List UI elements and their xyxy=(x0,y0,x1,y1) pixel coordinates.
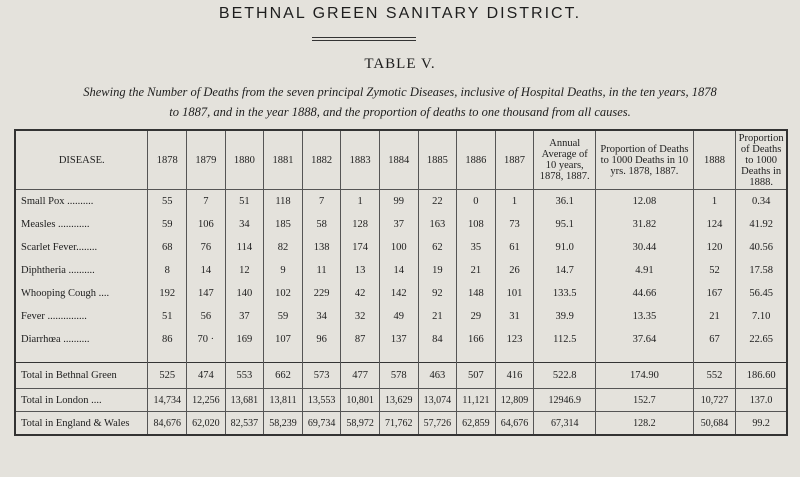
table-cell: 166 xyxy=(457,328,496,351)
table-cell: 58,972 xyxy=(341,412,380,436)
spacer-cell xyxy=(225,351,264,363)
table-cell: 185 xyxy=(264,213,303,236)
column-header: 1883 xyxy=(341,130,380,190)
table-cell: 186.60 xyxy=(736,363,787,389)
table-cell: 51 xyxy=(225,190,264,214)
total-row xyxy=(15,389,787,412)
table-cell: 128 xyxy=(341,213,380,236)
table-cell: 31.82 xyxy=(596,213,693,236)
table-cell: 35 xyxy=(457,236,496,259)
table-cell: 84 xyxy=(418,328,457,351)
table-cell: 106 xyxy=(187,213,226,236)
district-title: BETHNAL GREEN SANITARY DISTRICT. xyxy=(218,5,582,22)
table-cell: 39.9 xyxy=(534,305,596,328)
table-cell: 14 xyxy=(379,259,418,282)
table-caption xyxy=(12,82,788,122)
spacer-cell xyxy=(693,351,736,363)
table-cell: 573 xyxy=(302,363,341,389)
table-cell: 174 xyxy=(341,236,380,259)
table-cell: 64,676 xyxy=(495,412,534,436)
table-cell: 100 xyxy=(379,236,418,259)
row-label: Diarrhœa .......... xyxy=(15,328,148,351)
table-cell: 1 xyxy=(495,190,534,214)
row-label: Whooping Cough .... xyxy=(15,282,148,305)
table-cell: 10,727 xyxy=(693,389,736,412)
table-cell: 69,734 xyxy=(302,412,341,436)
table-cell: 17.58 xyxy=(736,259,787,282)
table-cell: 26 xyxy=(495,259,534,282)
spacer-cell xyxy=(495,351,534,363)
column-header: DISEASE. xyxy=(15,130,148,190)
table-cell: 41.92 xyxy=(736,213,787,236)
table-cell: 49 xyxy=(379,305,418,328)
table-cell: 11 xyxy=(302,259,341,282)
table-cell: 86 xyxy=(148,328,187,351)
table-cell: 416 xyxy=(495,363,534,389)
table-cell: 71,762 xyxy=(379,412,418,436)
table-title: TABLE V. xyxy=(364,56,436,72)
table-cell: 12 xyxy=(225,259,264,282)
spacer-cell xyxy=(341,351,380,363)
table-cell: 30.44 xyxy=(596,236,693,259)
column-header: 1888 xyxy=(693,130,736,190)
table-row xyxy=(15,236,787,259)
row-label: Small Pox .......... xyxy=(15,190,148,214)
column-header: Proportion of Deaths to 1000 Deaths in 10 yrs. 1878, 1887. xyxy=(596,130,693,190)
table-cell: 192 xyxy=(148,282,187,305)
table-cell: 44.66 xyxy=(596,282,693,305)
table-cell: 507 xyxy=(457,363,496,389)
table-cell: 477 xyxy=(341,363,380,389)
table-cell: 68 xyxy=(148,236,187,259)
table-cell: 108 xyxy=(457,213,496,236)
table-cell: 14 xyxy=(187,259,226,282)
table-cell: 13,553 xyxy=(302,389,341,412)
table-cell: 167 xyxy=(693,282,736,305)
table-cell: 31 xyxy=(495,305,534,328)
column-header: 1878 xyxy=(148,130,187,190)
spacer-cell xyxy=(302,351,341,363)
table-cell: 37 xyxy=(379,213,418,236)
table-cell: 58,239 xyxy=(264,412,303,436)
table-cell: 51 xyxy=(148,305,187,328)
column-header: Annual Average of 10 years, 1878, 1887. xyxy=(534,130,596,190)
table-cell: 99.2 xyxy=(736,412,787,436)
table-cell: 62,020 xyxy=(187,412,226,436)
table-cell: 12,809 xyxy=(495,389,534,412)
table-cell: 21 xyxy=(418,305,457,328)
table-cell: 662 xyxy=(264,363,303,389)
table-cell: 9 xyxy=(264,259,303,282)
table-row xyxy=(15,282,787,305)
title-rule xyxy=(312,37,416,38)
table-cell: 92 xyxy=(418,282,457,305)
table-cell: 463 xyxy=(418,363,457,389)
table-cell: 138 xyxy=(302,236,341,259)
table-cell: 101 xyxy=(495,282,534,305)
table-cell: 55 xyxy=(148,190,187,214)
table-cell: 474 xyxy=(187,363,226,389)
table-row xyxy=(15,190,787,214)
table-cell: 42 xyxy=(341,282,380,305)
spacer-cell xyxy=(596,351,693,363)
row-label: Scarlet Fever........ xyxy=(15,236,148,259)
table-row xyxy=(15,213,787,236)
table-cell: 118 xyxy=(264,190,303,214)
table-cell: 0.34 xyxy=(736,190,787,214)
table-cell: 4.91 xyxy=(596,259,693,282)
caption-line: Shewing the Number of Deaths from the seven principal Zymotic Diseases, inclusive of Hospital Deaths, in the ten years, 1878 xyxy=(83,85,717,99)
spacer-cell xyxy=(148,351,187,363)
table-cell: 525 xyxy=(148,363,187,389)
table-cell: 578 xyxy=(379,363,418,389)
table-cell: 59 xyxy=(264,305,303,328)
spacer-cell xyxy=(457,351,496,363)
row-label: Total in London .... xyxy=(15,389,148,412)
table-cell: 152.7 xyxy=(596,389,693,412)
column-header: 1881 xyxy=(264,130,303,190)
table-cell: 62,859 xyxy=(457,412,496,436)
header-row xyxy=(15,130,787,190)
column-header: 1885 xyxy=(418,130,457,190)
table-cell: 22 xyxy=(418,190,457,214)
table-cell: 137 xyxy=(379,328,418,351)
table-cell: 56.45 xyxy=(736,282,787,305)
table-cell: 148 xyxy=(457,282,496,305)
table-cell: 61 xyxy=(495,236,534,259)
spacer-cell xyxy=(736,351,787,363)
table-cell: 102 xyxy=(264,282,303,305)
table-cell: 10,801 xyxy=(341,389,380,412)
table-cell: 70 · xyxy=(187,328,226,351)
table-cell: 99 xyxy=(379,190,418,214)
row-label: Total in Bethnal Green xyxy=(15,363,148,389)
table-cell: 120 xyxy=(693,236,736,259)
table-cell: 553 xyxy=(225,363,264,389)
table-row xyxy=(15,305,787,328)
table-row xyxy=(15,328,787,351)
table-cell: 22.65 xyxy=(736,328,787,351)
table-cell: 37 xyxy=(225,305,264,328)
table-cell: 1 xyxy=(693,190,736,214)
zymotic-deaths-table xyxy=(14,129,788,436)
table-cell: 14.7 xyxy=(534,259,596,282)
table-cell: 142 xyxy=(379,282,418,305)
table-cell: 19 xyxy=(418,259,457,282)
table-cell: 1 xyxy=(341,190,380,214)
total-row xyxy=(15,363,787,389)
table-cell: 57,726 xyxy=(418,412,457,436)
table-cell: 12946.9 xyxy=(534,389,596,412)
table-cell: 82,537 xyxy=(225,412,264,436)
table-cell: 13,681 xyxy=(225,389,264,412)
table-cell: 229 xyxy=(302,282,341,305)
row-label: Fever ............... xyxy=(15,305,148,328)
table-cell: 87 xyxy=(341,328,380,351)
table-cell: 522.8 xyxy=(534,363,596,389)
table-cell: 123 xyxy=(495,328,534,351)
column-header: 1879 xyxy=(187,130,226,190)
table-cell: 140 xyxy=(225,282,264,305)
table-cell: 13,811 xyxy=(264,389,303,412)
column-header: 1887 xyxy=(495,130,534,190)
table-row xyxy=(15,259,787,282)
table-cell: 21 xyxy=(457,259,496,282)
spacer-cell xyxy=(534,351,596,363)
table-cell: 128.2 xyxy=(596,412,693,436)
table-cell: 0 xyxy=(457,190,496,214)
row-label: Diphtheria .......... xyxy=(15,259,148,282)
column-header: 1880 xyxy=(225,130,264,190)
table-cell: 7 xyxy=(187,190,226,214)
table-cell: 7.10 xyxy=(736,305,787,328)
table-cell: 12,256 xyxy=(187,389,226,412)
table-cell: 29 xyxy=(457,305,496,328)
row-label: Total in England & Wales xyxy=(15,412,148,436)
column-header: 1884 xyxy=(379,130,418,190)
table-cell: 552 xyxy=(693,363,736,389)
table-cell: 67 xyxy=(693,328,736,351)
table-cell: 21 xyxy=(693,305,736,328)
table-cell: 76 xyxy=(187,236,226,259)
table-cell: 14,734 xyxy=(148,389,187,412)
spacer-cell xyxy=(15,351,148,363)
table-cell: 62 xyxy=(418,236,457,259)
table-cell: 50,684 xyxy=(693,412,736,436)
table-cell: 96 xyxy=(302,328,341,351)
column-header: 1886 xyxy=(457,130,496,190)
table-cell: 7 xyxy=(302,190,341,214)
table-cell: 133.5 xyxy=(534,282,596,305)
total-row xyxy=(15,412,787,436)
table-cell: 82 xyxy=(264,236,303,259)
table-cell: 12.08 xyxy=(596,190,693,214)
row-label: Measles ............ xyxy=(15,213,148,236)
spacer-cell xyxy=(418,351,457,363)
table-cell: 59 xyxy=(148,213,187,236)
title-rule xyxy=(312,40,416,41)
table-cell: 174.90 xyxy=(596,363,693,389)
table-cell: 32 xyxy=(341,305,380,328)
table-cell: 73 xyxy=(495,213,534,236)
table-cell: 58 xyxy=(302,213,341,236)
table-cell: 137.0 xyxy=(736,389,787,412)
table-cell: 124 xyxy=(693,213,736,236)
table-cell: 13,629 xyxy=(379,389,418,412)
table-cell: 114 xyxy=(225,236,264,259)
table-cell: 91.0 xyxy=(534,236,596,259)
table-cell: 169 xyxy=(225,328,264,351)
table-cell: 34 xyxy=(225,213,264,236)
table-cell: 34 xyxy=(302,305,341,328)
table-cell: 163 xyxy=(418,213,457,236)
table-cell: 11,121 xyxy=(457,389,496,412)
table-cell: 52 xyxy=(693,259,736,282)
table-cell: 95.1 xyxy=(534,213,596,236)
table-cell: 13,074 xyxy=(418,389,457,412)
table-cell: 84,676 xyxy=(148,412,187,436)
table-cell: 112.5 xyxy=(534,328,596,351)
table-cell: 8 xyxy=(148,259,187,282)
caption-line: to 1887, and in the year 1888, and the proportion of deaths to one thousand from all causes. xyxy=(169,105,631,119)
table-cell: 37.64 xyxy=(596,328,693,351)
table-cell: 147 xyxy=(187,282,226,305)
table-cell: 107 xyxy=(264,328,303,351)
column-header: 1882 xyxy=(302,130,341,190)
table-cell: 13.35 xyxy=(596,305,693,328)
spacer-row xyxy=(15,351,787,363)
spacer-cell xyxy=(187,351,226,363)
column-header: Proportion of Deaths to 1000 Deaths in 1888. xyxy=(736,130,787,190)
table-cell: 40.56 xyxy=(736,236,787,259)
table-cell: 67,314 xyxy=(534,412,596,436)
table-cell: 56 xyxy=(187,305,226,328)
table-cell: 13 xyxy=(341,259,380,282)
table-cell: 36.1 xyxy=(534,190,596,214)
spacer-cell xyxy=(379,351,418,363)
spacer-cell xyxy=(264,351,303,363)
